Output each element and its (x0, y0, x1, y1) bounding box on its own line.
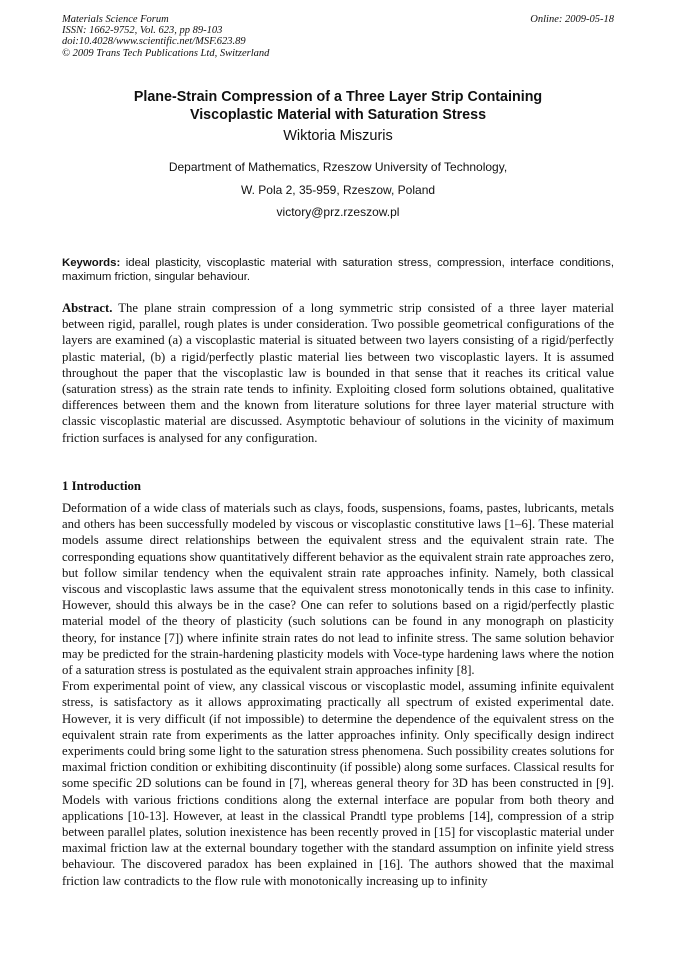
author-name: Wiktoria Miszuris (283, 128, 393, 144)
journal-header (62, 14, 269, 59)
affiliation-line-2: W. Pola 2, 35-959, Rzeszow, Poland (240, 182, 436, 197)
abstract-text: The plane strain compression of a long symmetric strip consisted of a three layer material between rigid, parallel, rough plates is under consideration. Two possible geometrical configurations of the layers are examined (a) a viscoplastic material is situated between two layers consisting of a rigid/perfectly plastic material, (b) a rigid/perfectly plastic material lies between two viscoplastic layers. It is assumed throughout the paper that the viscoplastic law is bounded in that sense that it reaches its critical value (saturation stress) as the strain rate tends to infinity. Exploiting closed form solutions obtained, qualitative differences between them and the known from literature solutions for three layer material structure with classic viscoplastic material are discussed. Asymptotic behaviour of solutions in the vicinity of maximum friction surfaces is analysed for any configuration. (62, 301, 614, 445)
intro-paragraph-1: Deformation of a wide class of materials such as clays, foods, suspensions, foams, pastes, lubricants, metals and others has been successfully modeled by viscous or viscoplastic constitutive laws [1–6]. These material models assume direct relationships between the equivalent stress and the equivalent strain rate. The corresponding equations show quantitatively different behavior as the equivalent strain rate approaches zero, but follow similar tendency when the equivalent strain rate approaches infinity. Namely, both classical viscous and viscoplastic laws assume that the equivalent stress monotonically tends in this case to infinity. However, should this always be in the case? One can refer to solutions based on a rigid/perfectly plastic material model of the theory of plasticity (such solutions can be found in any monograph on plasticity theory, for instance [7]) where infinite strain rates do not lead to infinite stress. The same solution behavior may be predicted for the strain-hardening plasticity models with Voce-type hardening laws where the notion of a saturation stress is postulated as the equivalent strain approaches infinity [8]. (62, 501, 614, 678)
intro-paragraph-2: From experimental point of view, any classical viscous or viscoplastic model, assuming infinite equivalent stress, is satisfactory as it allows approximating practically all spectrum of existed experimental date. However, it is very difficult (if not impossible) to determine the dependence of the equivalent stress on the equivalent strain rate from experiments as the latter approaches infinity. Only specifically design indirect experiments could bring some light to the saturation stress phenomena. Such possibility creates solutions for maximal friction condition or exhibiting discontinuity (if possible) along some surfaces. Classical results for some specific 2D solutions can be found in [7], whereas general theory for 3D has been constructed in [9]. Models with various frictions conditions along the external interface are popular from both theory and applications [10-13]. However, at least in the classical Prandtl type problems [14], compression of a strip between parallel plates, solution inexistence has been recently proved in [15] for viscoplastic material under maximal friction law at the external boundary together with the standard assumption on infinite yield stress behaviour. The discovered paradox has been explained in [16]. The authors showed that the maximal friction law contradicts to the flow rule with monotonically increasing up to infinity (62, 679, 614, 888)
section-heading: 1 Introduction (62, 479, 142, 493)
keywords (62, 256, 614, 284)
abstract (62, 300, 614, 446)
keywords-text: ideal plasticity, viscoplastic material with saturation stress, compression, interface conditions, maximum friction, singular behaviour. (62, 257, 614, 283)
paper-title (62, 89, 614, 124)
journal-name: Materials Science Forum (62, 14, 169, 25)
title-line-2: Viscoplastic Material with Saturation Stress (189, 106, 487, 123)
title-line-1: Plane-Strain Compression of a Three Layer Strip Containing (133, 89, 543, 105)
copyright: © 2009 Trans Tech Publications Ltd, Switzerland (62, 47, 270, 59)
keywords-label: Keywords: (62, 257, 121, 269)
abstract-label: Abstract. (62, 301, 113, 315)
affiliation-line-1: Department of Mathematics, Rzeszow University of Technology, (168, 160, 508, 174)
author-email: victory@prz.rzeszow.pl (276, 205, 400, 219)
affiliation (62, 156, 614, 224)
issn: ISSN: 1662-9752, Vol. 623, pp 89-103 (62, 25, 223, 37)
doi: doi:10.4028/www.scientific.net/MSF.623.89 (62, 36, 246, 48)
introduction-body (62, 500, 614, 889)
online-date: Online: 2009-05-18 (530, 14, 614, 25)
